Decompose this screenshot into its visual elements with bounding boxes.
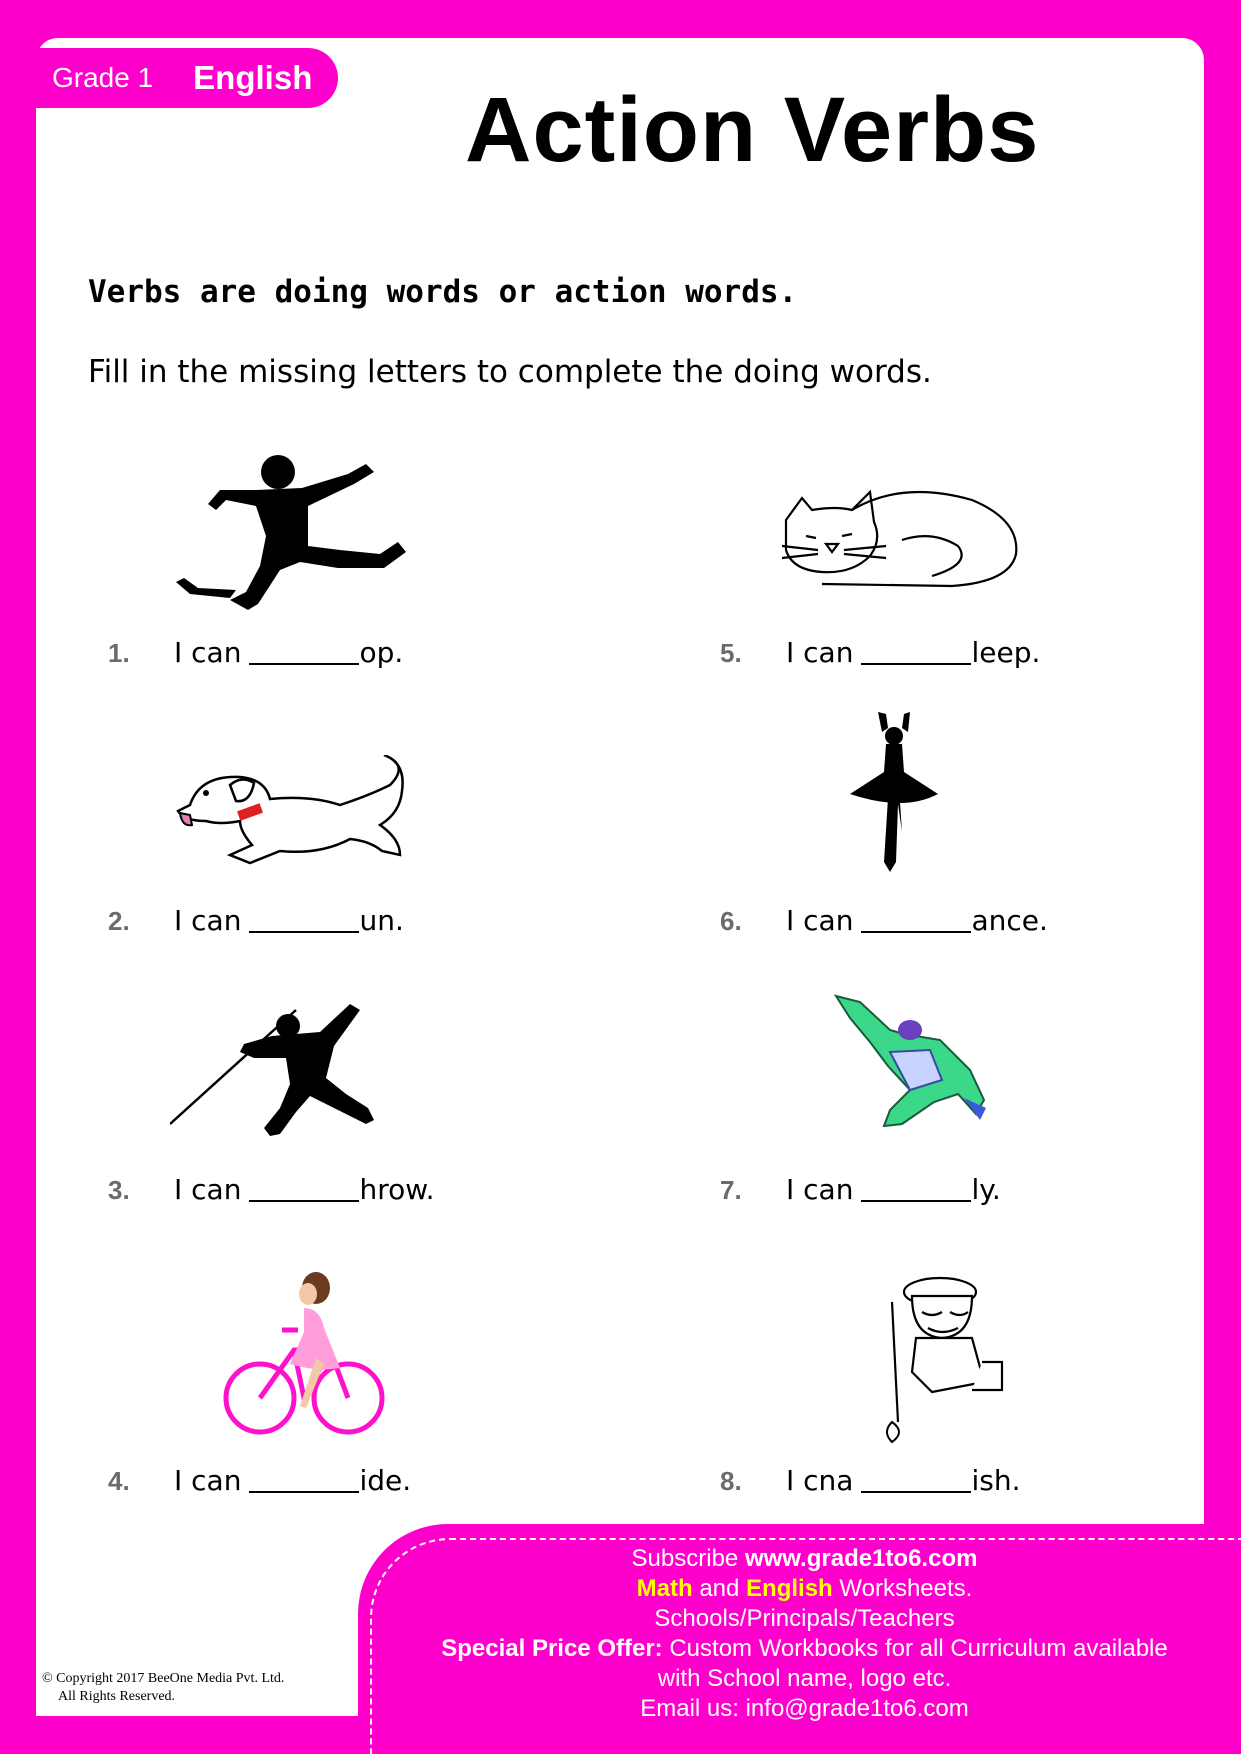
item-number: 3. <box>108 1175 130 1205</box>
verb-definition: Verbs are doing words or action words. <box>88 274 798 310</box>
audience-line: Schools/Principals/Teachers <box>654 1605 955 1632</box>
item-number: 2. <box>108 906 130 936</box>
answer-blank[interactable] <box>249 637 359 665</box>
worksheets-line <box>378 1574 1231 1604</box>
sleeping-cat-icon <box>782 480 1062 655</box>
item-number: 5. <box>720 638 742 668</box>
word-ending: ish. <box>971 1464 1021 1497</box>
jumping-boy-silhouette-icon <box>170 450 450 625</box>
answer-blank[interactable] <box>861 637 971 665</box>
sentence-prefix: I can <box>174 904 242 937</box>
grade-label: Grade 1 <box>52 62 154 93</box>
sentence-prefix: I can <box>174 636 242 669</box>
word-ending: ly. <box>971 1173 1001 1206</box>
item-number: 8. <box>720 1466 742 1496</box>
subscribe-prefix: Subscribe <box>631 1545 745 1572</box>
subscribe-url-link[interactable]: www.grade1to6.com <box>744 1545 978 1572</box>
sentence-prefix: I can <box>174 1173 242 1206</box>
item-number: 7. <box>720 1175 742 1205</box>
subscribe-line <box>378 1544 1231 1574</box>
worksheets-label: Worksheets. <box>832 1575 973 1602</box>
word-ending: ide. <box>359 1464 412 1497</box>
ballerina-silhouette-icon <box>844 712 1124 887</box>
answer-blank[interactable] <box>861 1174 971 1202</box>
javelin-thrower-silhouette-icon <box>170 992 450 1167</box>
answer-blank[interactable] <box>249 1174 359 1202</box>
item-number: 6. <box>720 906 742 936</box>
item-number: 1. <box>108 638 130 668</box>
girl-riding-bicycle-icon <box>220 1268 500 1443</box>
email-line[interactable]: Email us: info@grade1to6.com <box>640 1695 969 1722</box>
offer-line <box>378 1634 1231 1664</box>
english-label: English <box>746 1575 833 1602</box>
and-label: and <box>692 1575 747 1602</box>
fisherman-icon <box>872 1272 1152 1447</box>
copyright-line-1: © Copyright 2017 BeeOne Media Pvt. Ltd. <box>42 1671 285 1686</box>
subject-label: English <box>193 59 313 96</box>
offer-label: Special Price Offer: <box>441 1635 663 1662</box>
copyright-line-2: All Rights Reserved. <box>58 1689 176 1704</box>
item-number: 4. <box>108 1466 130 1496</box>
word-ending: un. <box>359 904 404 937</box>
sentence-prefix: I cna <box>786 1464 854 1497</box>
answer-blank[interactable] <box>249 1465 359 1493</box>
instruction-text: Fill in the missing letters to complete the doing words. <box>88 354 932 390</box>
sentence-prefix: I can <box>174 1464 242 1497</box>
sentence-prefix: I can <box>786 636 854 669</box>
word-ending: op. <box>359 636 404 669</box>
answer-blank[interactable] <box>861 905 971 933</box>
word-ending: ance. <box>971 904 1048 937</box>
grade-subject-tab <box>36 48 338 108</box>
offer-text: Custom Workbooks for all Curriculum available <box>662 1635 1168 1662</box>
page-title: Action Verbs <box>465 79 1040 181</box>
sentence-prefix: I can <box>786 1173 854 1206</box>
answer-blank[interactable] <box>249 905 359 933</box>
offer-line-2: with School name, logo etc. <box>657 1665 952 1692</box>
answer-blank[interactable] <box>861 1465 971 1493</box>
word-ending: leep. <box>971 636 1041 669</box>
sentence-prefix: I can <box>786 904 854 937</box>
word-ending: hrow. <box>359 1173 435 1206</box>
math-label: Math <box>636 1575 693 1602</box>
flying-superhero-icon <box>830 990 1110 1165</box>
promo-footer <box>358 1524 1241 1754</box>
copyright-notice <box>42 1670 284 1706</box>
